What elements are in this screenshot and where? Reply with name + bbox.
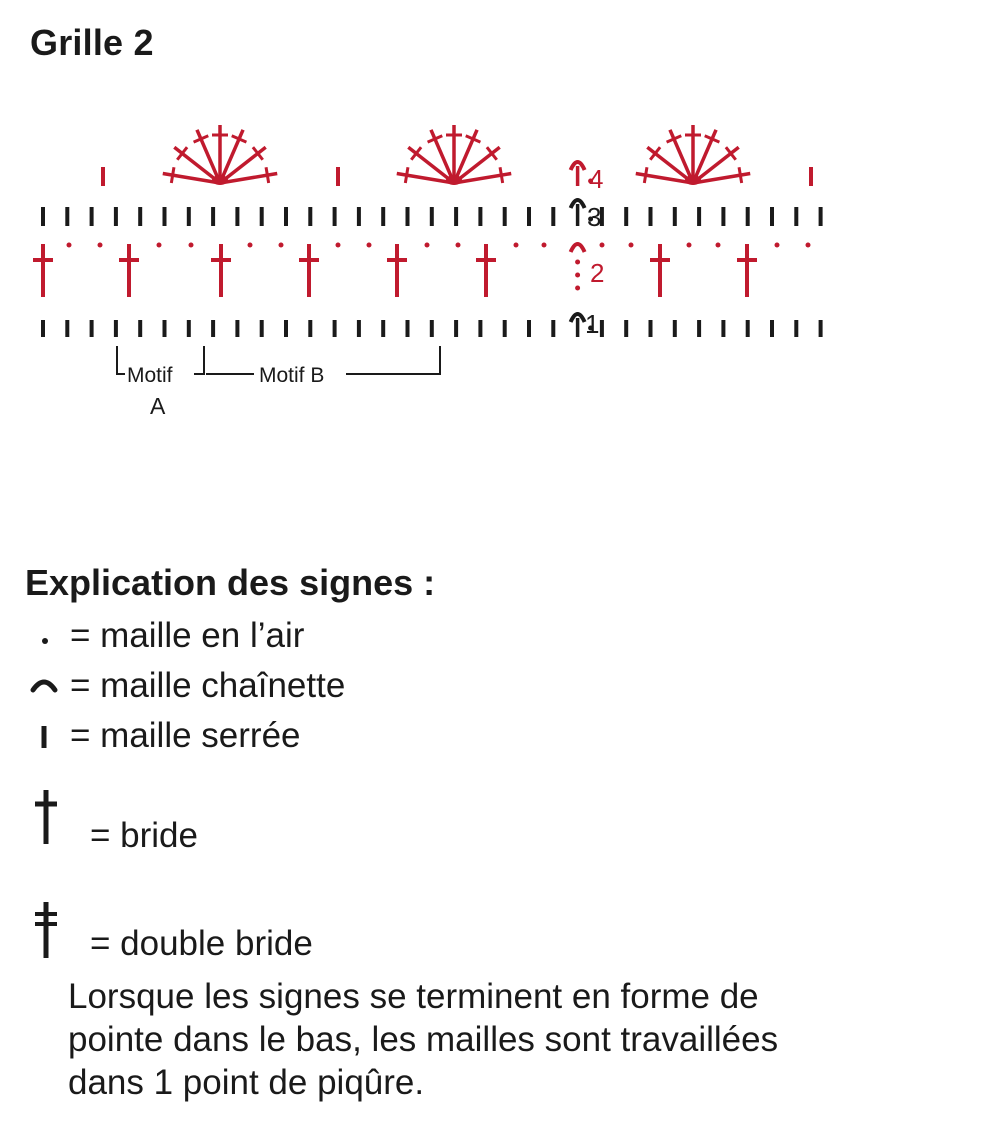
row-2-chain-dot — [629, 243, 634, 248]
fan-base — [446, 175, 462, 185]
double-crochet-icon — [24, 784, 68, 844]
row-label-4: 4 — [589, 164, 604, 194]
row-label-1: 1 — [585, 309, 600, 339]
row-2-chain-dot — [716, 243, 721, 248]
single-crochet-icon — [24, 716, 68, 776]
legend-text-treble: = double bride — [90, 924, 313, 963]
row-2-chain-dot — [425, 243, 430, 248]
row-3-single-crochets — [43, 207, 821, 226]
crochet-chart — [0, 0, 1000, 440]
row-2-chain-dot — [279, 243, 284, 248]
row-label-3: 3 — [587, 202, 602, 232]
row-2-chain-dot — [67, 243, 72, 248]
legend-title: Explication des signes : — [25, 562, 436, 603]
row-2-chain-dot — [542, 243, 547, 248]
row-2-chain-stitches — [67, 243, 811, 248]
row-2-chain-dot — [687, 243, 692, 248]
legend-text-slip: = maille chaînette — [70, 666, 346, 705]
fan-stitch-bar — [405, 167, 408, 183]
turning-chain-row-2 — [571, 244, 585, 252]
fan — [163, 125, 277, 185]
turning-chain-row-2-dot — [575, 286, 580, 291]
motif-a-label: Motif — [127, 364, 173, 387]
row-2-chain-dot — [600, 243, 605, 248]
row-2-chain-dot — [98, 243, 103, 248]
row-label-2: 2 — [590, 258, 605, 288]
row-2-chain-dot — [157, 243, 162, 248]
row-2-chain-dot — [806, 243, 811, 248]
row-2-chain-dot — [336, 243, 341, 248]
turning-chain-row-2-dot — [575, 260, 580, 265]
fan-base — [685, 175, 701, 185]
row-2-chain-dot — [514, 243, 519, 248]
legend-text-double: = bride — [90, 816, 198, 855]
row-1-single-crochets — [43, 320, 821, 337]
motif-b-label: Motif B — [259, 364, 325, 387]
fan-stitch-bar — [644, 167, 647, 183]
fan — [636, 125, 750, 185]
legend-text-single: = maille serrée — [70, 716, 301, 755]
fan-base — [212, 175, 228, 185]
row-2-chain-dot — [367, 243, 372, 248]
motif-b-bracket — [206, 346, 440, 387]
motif-a-letter: A — [150, 393, 166, 419]
motif-a-bracket — [117, 346, 204, 419]
row-2-double-crochets — [33, 244, 757, 297]
row-2-chain-dot — [775, 243, 780, 248]
turning-chain-row-2-dot — [575, 273, 580, 278]
row-2-chain-dot — [456, 243, 461, 248]
grid-title: Grille 2 — [30, 22, 154, 63]
fan — [397, 125, 511, 185]
treble-crochet-icon — [24, 898, 68, 958]
fan-stitch-bar — [500, 167, 503, 183]
legend-note: Lorsque les signes se terminent en forme de pointe dans le bas, les mailles sont travaillées dans 1 point de piqûre. — [68, 977, 779, 1102]
fan-stitch-bar — [171, 167, 174, 183]
row-2-chain-dot — [189, 243, 194, 248]
row-2-chain-dot — [248, 243, 253, 248]
legend-text-chain: = maille en l’air — [70, 616, 305, 655]
fan-stitch-bar — [266, 167, 269, 183]
fan-stitch-bar — [739, 167, 742, 183]
row-4-fans — [163, 125, 750, 185]
